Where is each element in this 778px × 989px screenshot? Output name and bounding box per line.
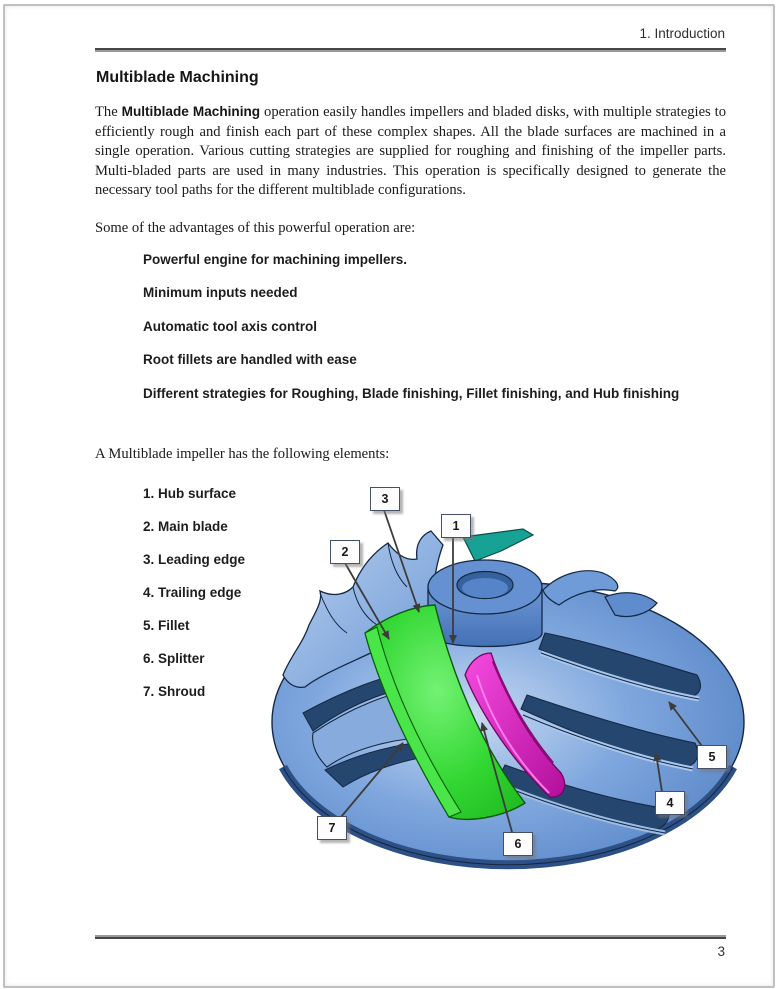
page-title: Multiblade Machining bbox=[96, 69, 259, 86]
advantage-item: Minimum inputs needed bbox=[143, 285, 298, 301]
callout-box-4: 4 bbox=[655, 791, 685, 815]
header-rule bbox=[95, 48, 726, 52]
intro-paragraph bbox=[95, 102, 726, 201]
advantage-item: Automatic tool axis control bbox=[143, 318, 318, 334]
impeller-figure bbox=[265, 475, 765, 875]
callout-box-3: 3 bbox=[370, 487, 400, 511]
advantage-item: Root fillets are handled with ease bbox=[143, 352, 357, 368]
element-item: 5. Fillet bbox=[143, 618, 190, 633]
advantages-intro: Some of the advantages of this powerful operation are: bbox=[95, 220, 416, 236]
element-item: 2. Main blade bbox=[143, 519, 228, 534]
page-number: 3 bbox=[717, 944, 725, 959]
callout-box-5: 5 bbox=[697, 745, 727, 769]
advantage-item: Powerful engine for machining impellers. bbox=[143, 252, 408, 267]
advantage-item: Different strategies for Roughing, Blade finishing, Fillet finishing, and Hub finishing bbox=[143, 385, 680, 401]
impeller-illustration bbox=[265, 475, 765, 875]
callout-box-1: 1 bbox=[441, 514, 471, 538]
intro-paragraph-rest: operation easily handles impellers and bladed disks, with multiple strategies to efficiently rough and finish each part of these complex shapes. All the blade surfaces are machined in a single operation. Various cutting strategies are supplied for roughing and finishing of the impeller parts. Multi-bladed parts are used in many industries. This operation is specifically designed to generate the necessary tool paths for the different multiblade configurations. bbox=[95, 104, 726, 199]
element-item: 4. Trailing edge bbox=[143, 585, 242, 600]
elements-intro: A Multiblade impeller has the following elements: bbox=[95, 446, 390, 462]
advantages-list bbox=[143, 250, 679, 417]
shroud-blade bbox=[463, 529, 533, 561]
element-item: 7. Shroud bbox=[143, 684, 206, 699]
callout-box-7: 7 bbox=[317, 816, 347, 840]
callout-box-2: 2 bbox=[330, 540, 360, 564]
callout-box-6: 6 bbox=[503, 832, 533, 856]
element-item: 3. Leading edge bbox=[143, 552, 246, 567]
running-header: 1. Introduction bbox=[639, 26, 725, 41]
elements-list bbox=[143, 484, 245, 715]
element-item: 6. Splitter bbox=[143, 651, 205, 666]
element-item: 1. Hub surface bbox=[143, 486, 237, 501]
intro-paragraph-bold-term: Multiblade Machining bbox=[121, 104, 261, 119]
intro-paragraph-pre: The bbox=[95, 104, 122, 120]
footer-rule bbox=[95, 935, 726, 939]
